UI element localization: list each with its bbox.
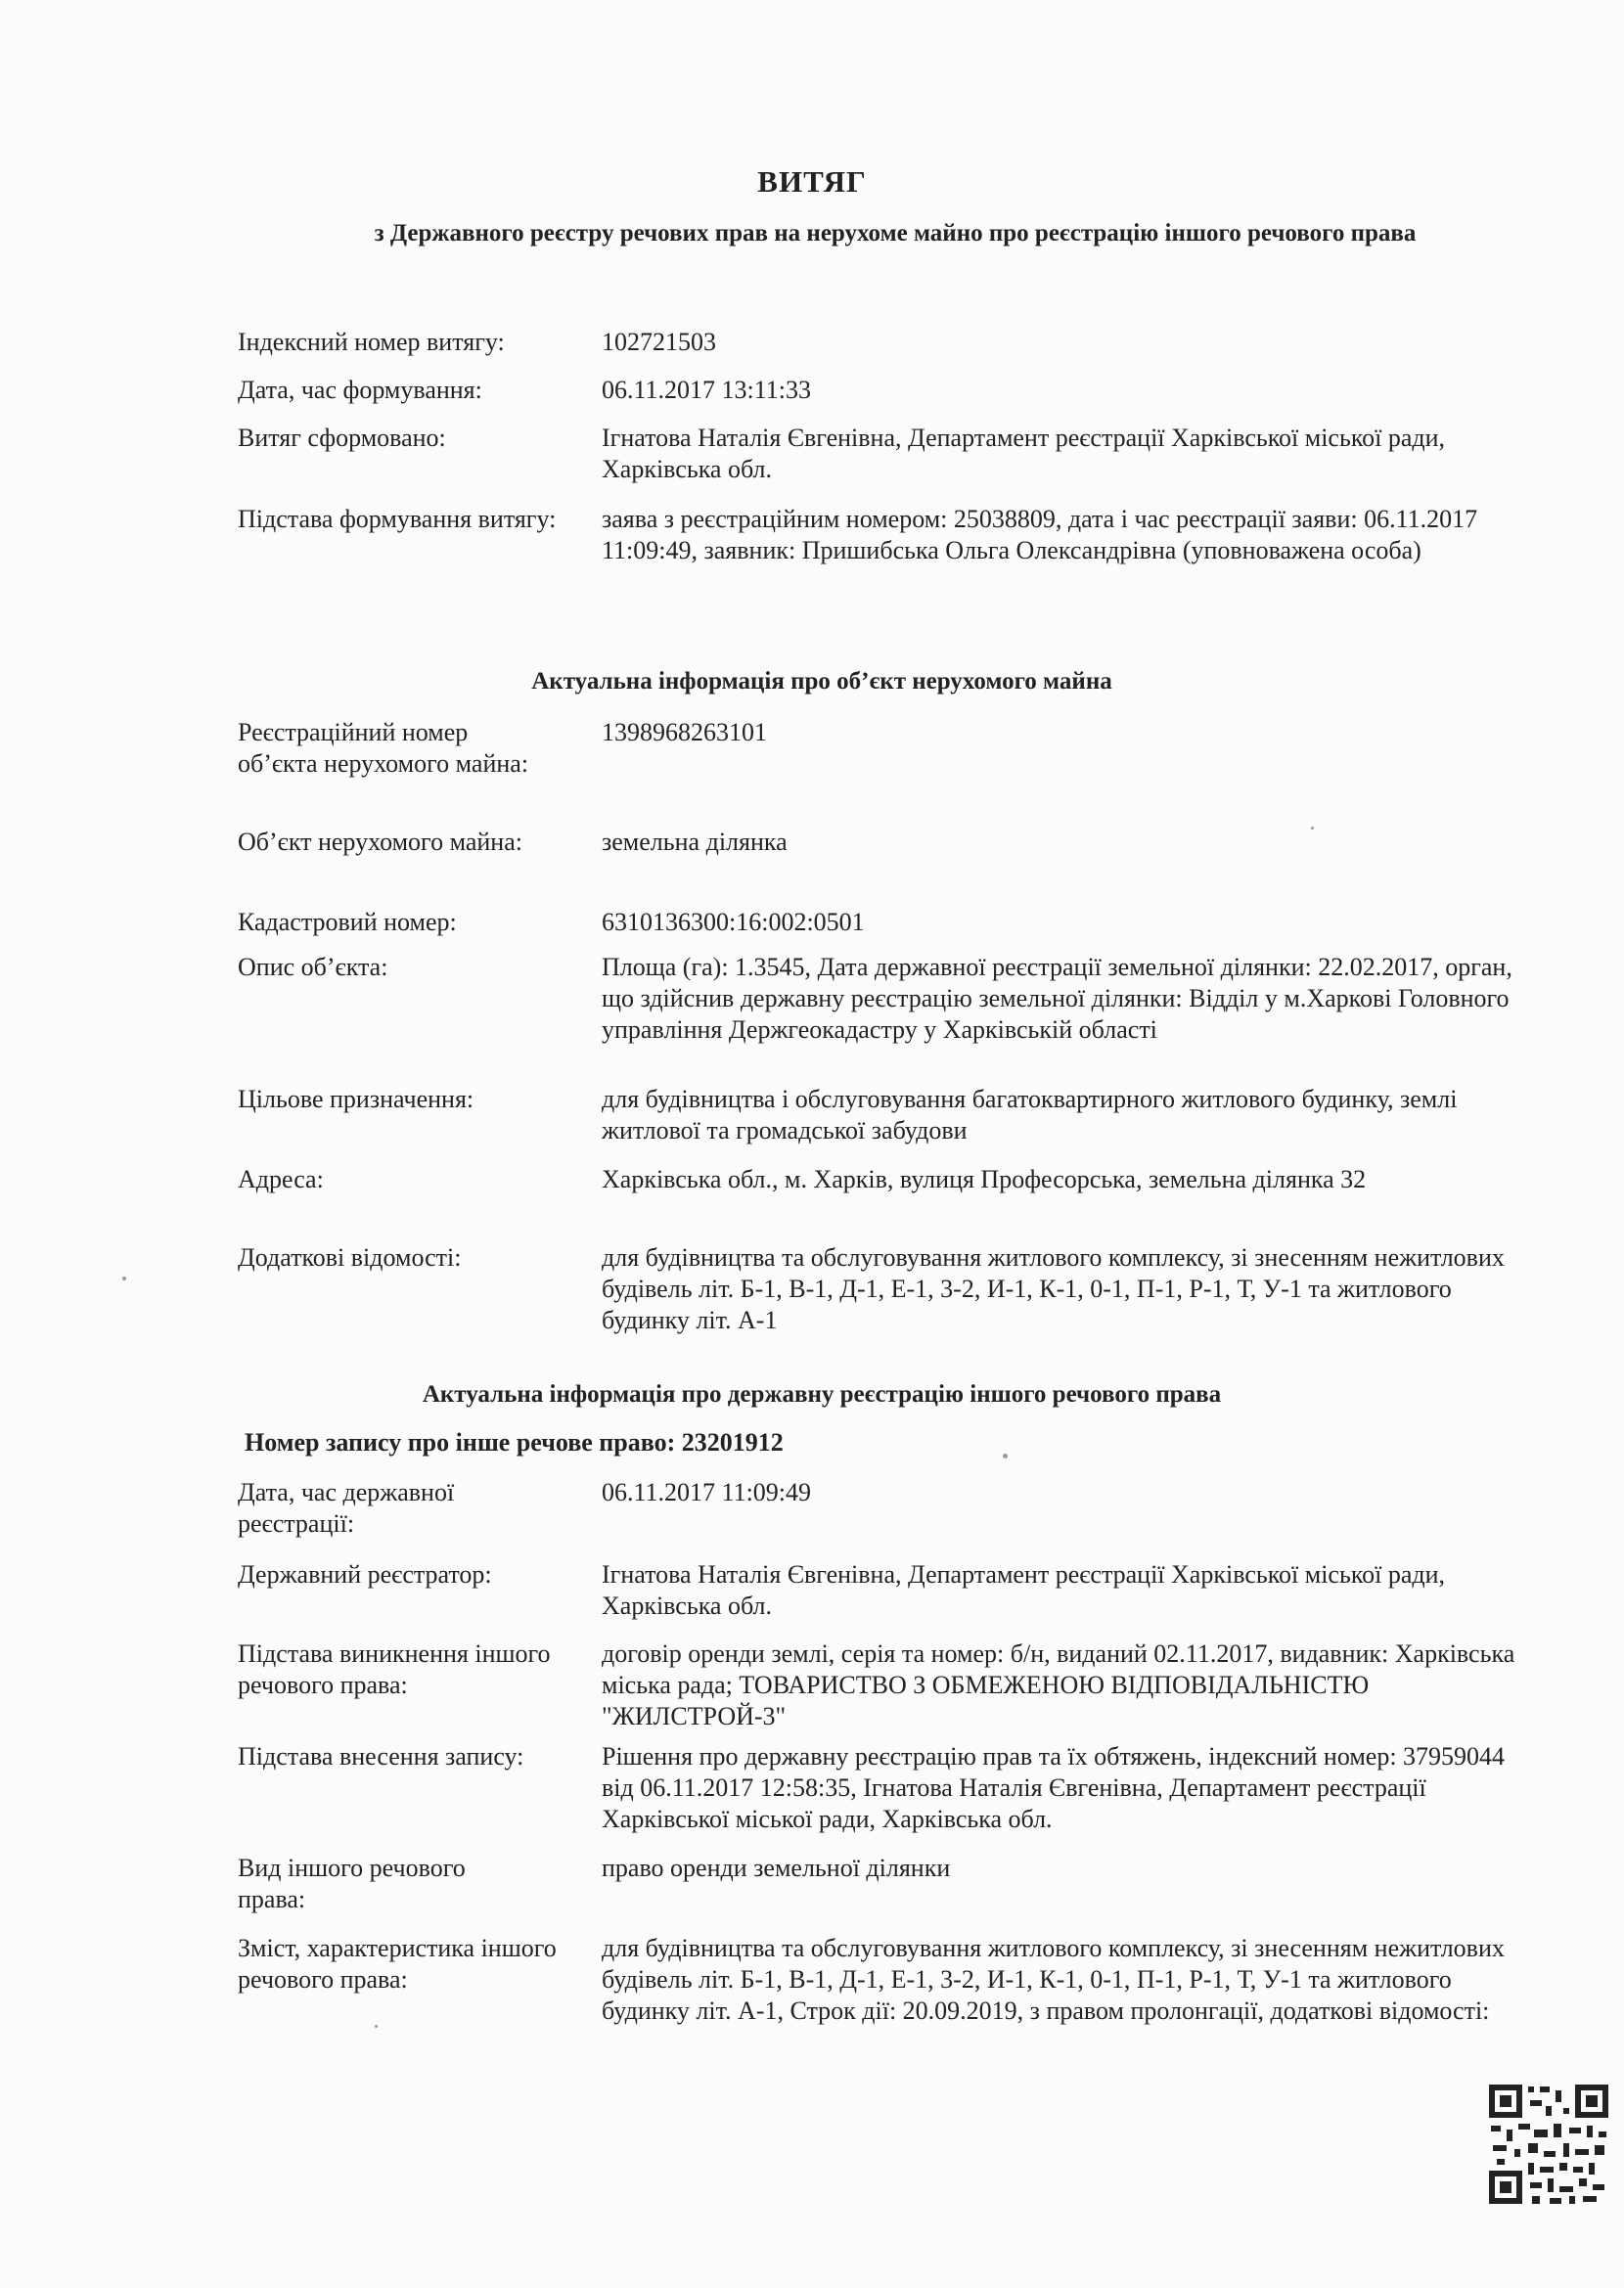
scan-speck — [1003, 1454, 1008, 1458]
object-value: земельна ділянка — [602, 828, 788, 856]
right-value: Рішення про державну реєстрацію прав та їх обтяжень, індексний номер: 37959044 від 06.11.2017 12:58:35, Ігнатова Наталія Євгенівна, Департамент реєстрації Харківської міської ради, Харківська обл. — [602, 1742, 1506, 1833]
object-value: для будівництва і обслуговування багатоквартирного житлового будинку, землі житлової та громадської забудови — [602, 1085, 1458, 1144]
object-value: для будівництва та обслуговування житлового комплексу, зі знесенням нежитлових будівель літ. Б-1, В-1, Д-1, Е-1, 3-2, И-1, К-1, 0-1, П-1, Р-1, Т, У-1 та житлового будинку літ. А-1 — [602, 1243, 1505, 1334]
object-value: Харківська обл., м. Харків, вулиця Професорська, земельна ділянка 32 — [602, 1165, 1367, 1193]
right-label: Державний реєстратор: — [238, 1560, 492, 1589]
object-section-heading: Актуальна інформація про об’єкт нерухомого майна — [531, 668, 1112, 695]
scan-speck — [375, 2025, 378, 2028]
right-label: Підстава внесення запису: — [238, 1742, 524, 1771]
document-subtitle: з Державного реєстру речових прав на нерухоме майно про реєстрацію іншого речового права — [374, 220, 1417, 247]
record-number: Номер запису про інше речове право: 23201912 — [245, 1428, 784, 1457]
right-section-heading: Актуальна інформація про державну реєстрацію іншого речового права — [422, 1381, 1222, 1408]
right-value: для будівництва та обслуговування житлового комплексу, зі знесенням нежитлових будівель літ. Б-1, В-1, Д-1, Е-1, 3-2, И-1, К-1, 0-1, П-1, Р-1, Т, У-1 та житлового будинку літ. А-1, Строк дії: 20.09.2019, з правом пролонгації, додаткові відомості: — [602, 1934, 1505, 2025]
info-label: Дата, час формування: — [238, 376, 482, 404]
scan-speck — [1311, 827, 1314, 830]
info-value: Ігнатова Наталія Євгенівна, Департамент реєстрації Харківської міської ради, Харківська обл. — [602, 424, 1446, 483]
object-value: Площа (га): 1.3545, Дата державної реєстрації земельної ділянки: 22.02.2017, орган, що здійснив державну реєстрацію земельної ділянки: Відділ у м.Харкові Головного управління Держгеокадастру у Харківській області — [602, 953, 1512, 1044]
right-value: право оренди земельної ділянки — [602, 1854, 951, 1882]
right-value: 06.11.2017 11:09:49 — [602, 1478, 812, 1506]
right-label: Зміст, характеристика іншого речового права: — [238, 1934, 557, 1994]
info-label: Індексний номер витягу: — [238, 328, 505, 356]
info-label: Витяг сформовано: — [238, 424, 446, 452]
object-label: Опис об’єкта: — [238, 953, 388, 981]
object-label: Об’єкт нерухомого майна: — [238, 828, 522, 856]
qr-code-icon — [1485, 2081, 1612, 2208]
object-value: 6310136300:16:002:0501 — [602, 908, 865, 936]
object-label: Адреса: — [238, 1165, 324, 1193]
info-value: заява з реєстраційним номером: 25038809, дата і час реєстрації заяви: 06.11.2017 11:09:49, заявник: Пришибська Ольга Олександрівна (уповноважена особа) — [602, 505, 1478, 564]
info-value: 06.11.2017 13:11:33 — [602, 376, 812, 404]
object-label: Цільове призначення: — [238, 1085, 474, 1113]
info-label: Підстава формування витягу: — [238, 505, 557, 533]
object-label: Додаткові відомості: — [238, 1243, 462, 1272]
right-label: Вид іншого речового права: — [238, 1854, 466, 1913]
right-value: Ігнатова Наталія Євгенівна, Департамент реєстрації Харківської міської ради, Харківська обл. — [602, 1560, 1446, 1620]
right-value: договір оренди землі, серія та номер: б/н, виданий 02.11.2017, видавник: Харківська міська рада; ТОВАРИСТВО З ОБМЕЖЕНОЮ ВІДПОВІДАЛЬНІСТЮ "ЖИЛСТРОЙ-3" — [602, 1639, 1515, 1730]
object-value: 1398968263101 — [602, 718, 767, 746]
right-label: Підстава виникнення іншого речового права: — [238, 1639, 551, 1699]
document-title: ВИТЯГ — [757, 164, 867, 199]
object-label: Кадастровий номер: — [238, 908, 457, 936]
info-value: 102721503 — [602, 328, 716, 356]
scan-speck — [122, 1277, 126, 1280]
right-label: Дата, час державної реєстрації: — [238, 1478, 455, 1538]
object-label: Реєстраційний номер об’єкта нерухомого майна: — [238, 718, 529, 778]
